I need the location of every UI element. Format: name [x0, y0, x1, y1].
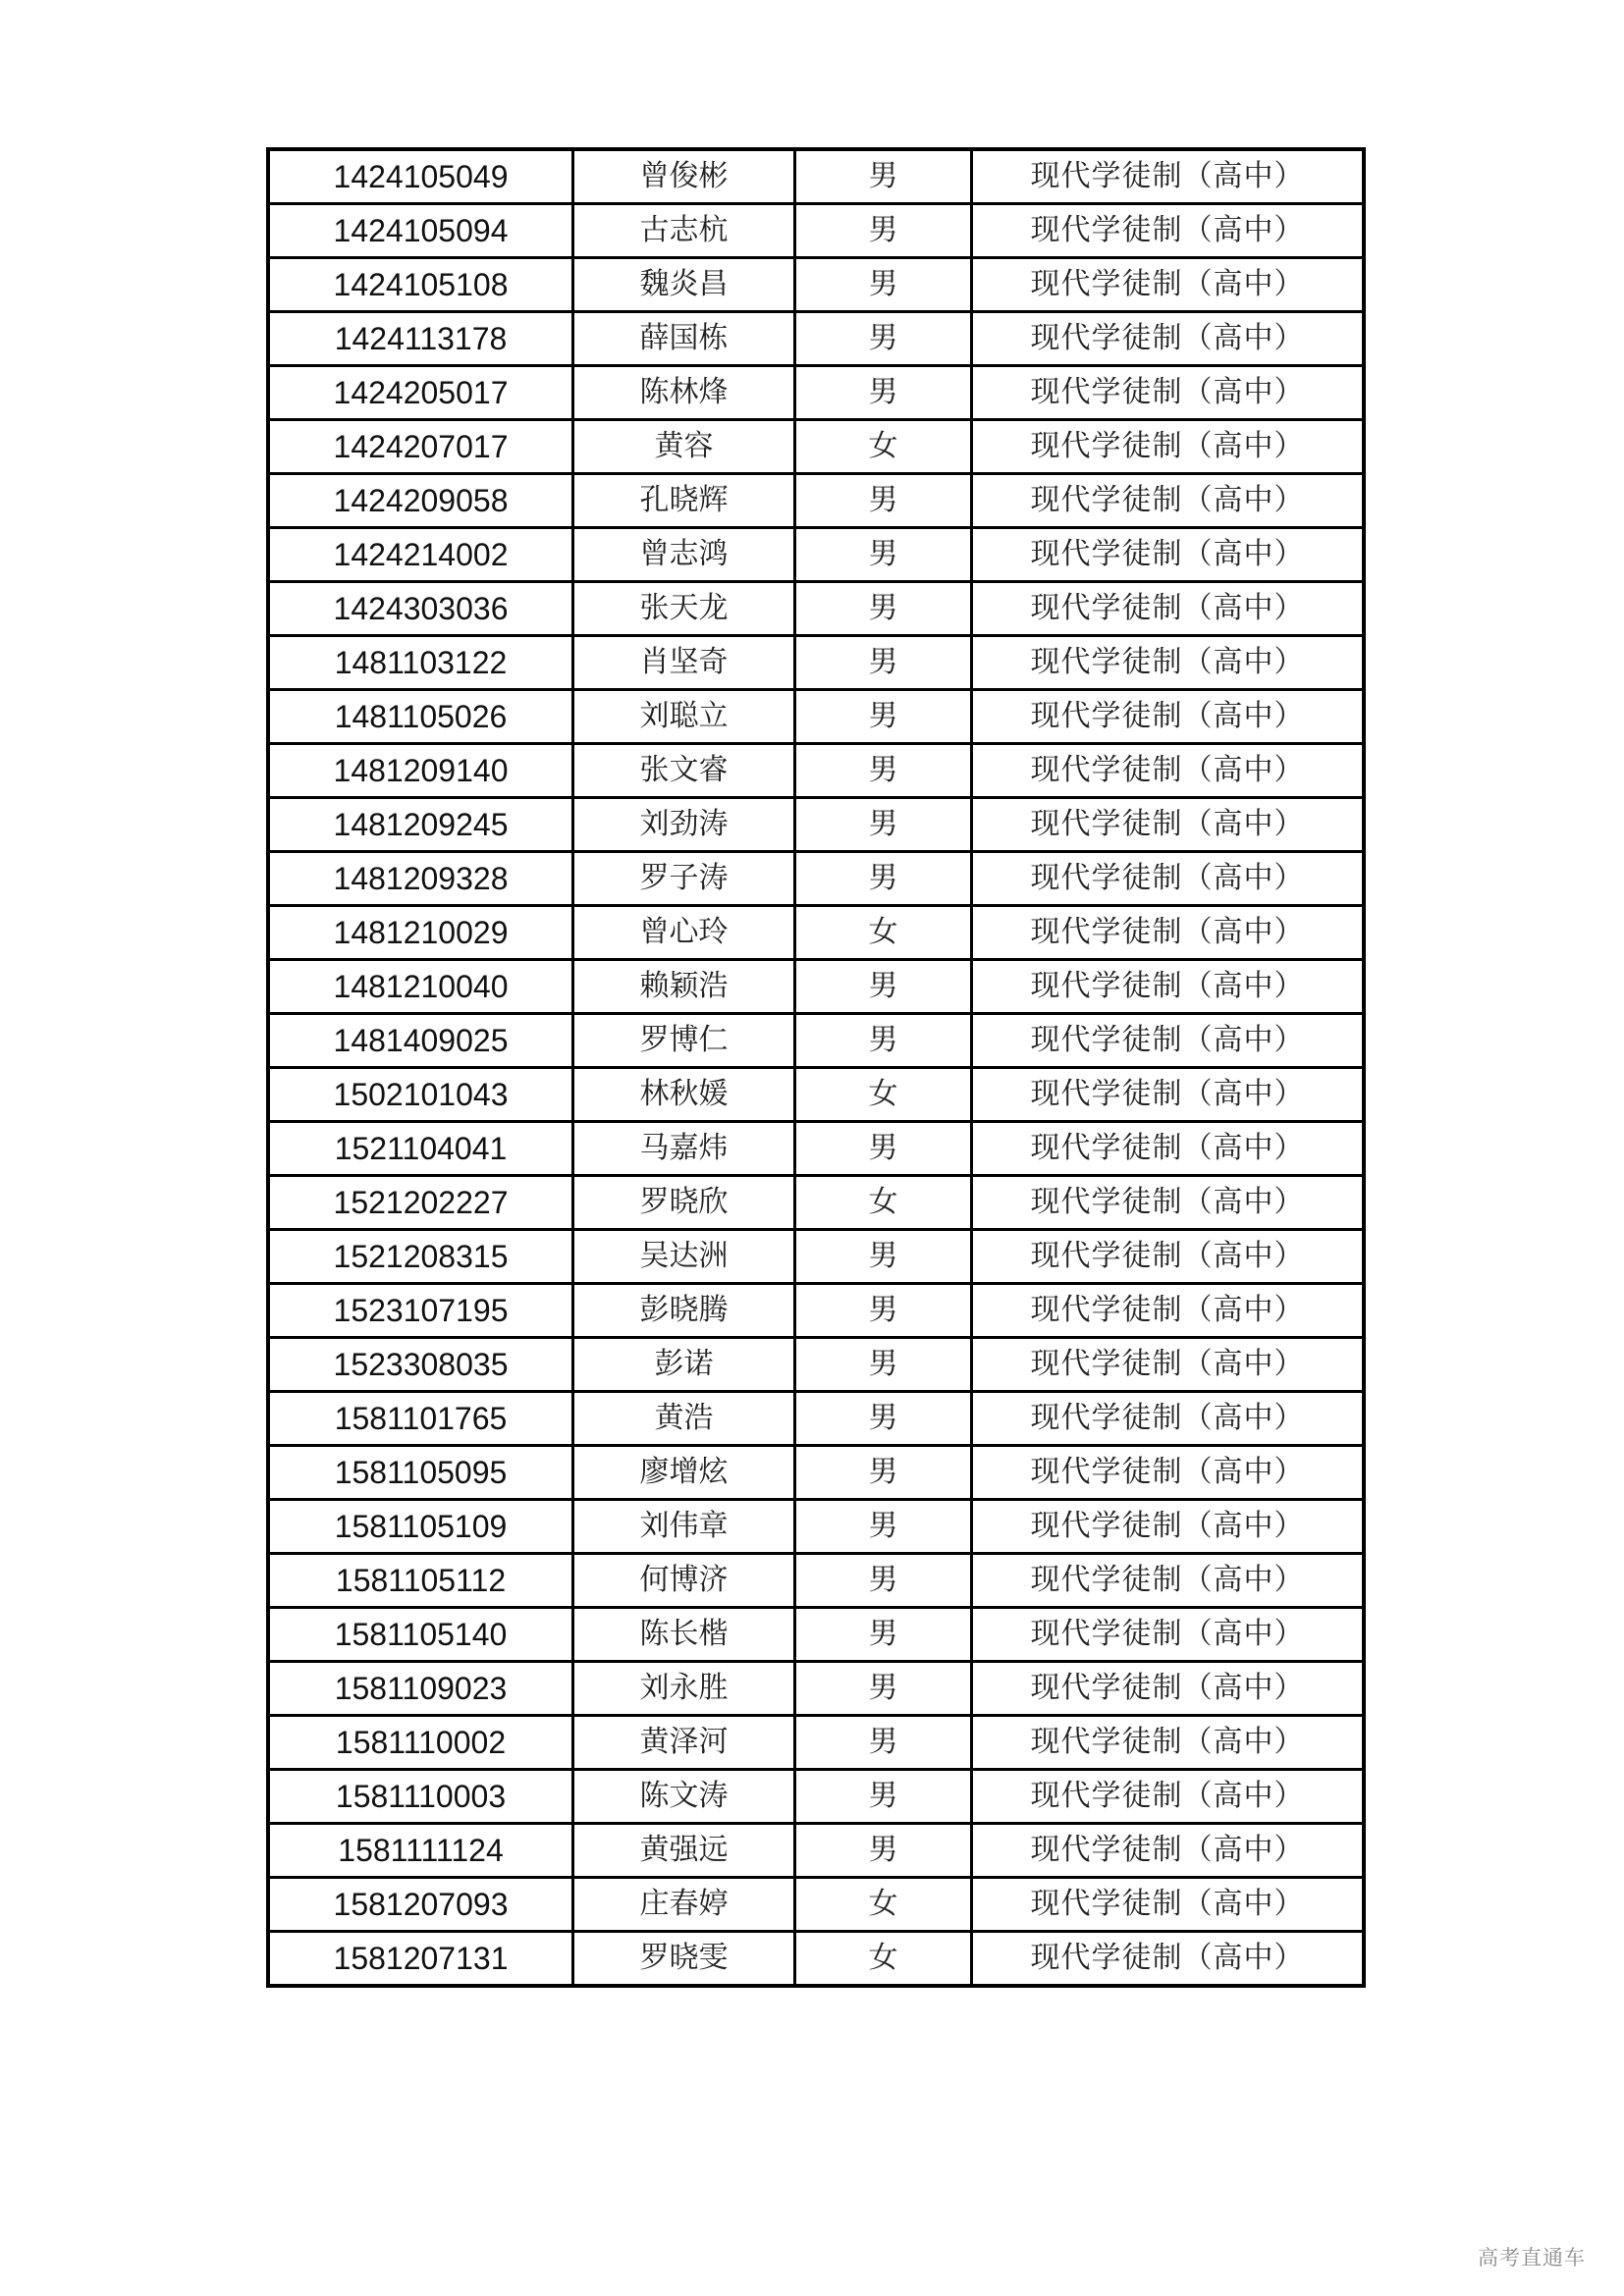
student-id-cell: 1481209245: [268, 798, 573, 852]
table-row: [268, 312, 1364, 366]
table-row: [268, 1554, 1364, 1608]
gender-cell: 男: [795, 1500, 972, 1554]
program-cell: 现代学徒制（高中）: [972, 582, 1365, 636]
student-id-cell: 1481209328: [268, 852, 573, 906]
student-id-cell: 1481409025: [268, 1014, 573, 1068]
program-cell: 现代学徒制（高中）: [972, 1662, 1365, 1716]
program-cell: 现代学徒制（高中）: [972, 420, 1365, 474]
student-name-cell: 廖增炫: [573, 1446, 795, 1500]
student-id-cell: 1521202227: [268, 1176, 573, 1230]
gender-cell: 男: [795, 1392, 972, 1446]
table-row: [268, 1176, 1364, 1230]
student-id-cell: 1581105140: [268, 1608, 573, 1662]
student-id-cell: 1481209140: [268, 744, 573, 798]
student-name-cell: 马嘉炜: [573, 1122, 795, 1176]
table-row: [268, 960, 1364, 1014]
student-id-cell: 1424105094: [268, 204, 573, 258]
student-id-cell: 1521208315: [268, 1230, 573, 1284]
program-cell: 现代学徒制（高中）: [972, 258, 1365, 312]
student-id-cell: 1424205017: [268, 366, 573, 420]
gender-cell: 女: [795, 420, 972, 474]
table-row: [268, 1338, 1364, 1392]
student-id-cell: 1581105112: [268, 1554, 573, 1608]
gender-cell: 男: [795, 1716, 972, 1770]
table-row: [268, 1932, 1364, 1987]
program-cell: 现代学徒制（高中）: [972, 1392, 1365, 1446]
program-cell: 现代学徒制（高中）: [972, 312, 1365, 366]
table-row: [268, 1500, 1364, 1554]
table-body: [268, 149, 1364, 1986]
student-name-cell: 彭诺: [573, 1338, 795, 1392]
gender-cell: 女: [795, 1176, 972, 1230]
gender-cell: 男: [795, 1770, 972, 1824]
student-id-cell: 1581109023: [268, 1662, 573, 1716]
gender-cell: 男: [795, 474, 972, 528]
student-id-cell: 1581110003: [268, 1770, 573, 1824]
student-id-cell: 1481210040: [268, 960, 573, 1014]
table-row: [268, 1230, 1364, 1284]
gender-cell: 男: [795, 1338, 972, 1392]
student-id-cell: 1581105095: [268, 1446, 573, 1500]
program-cell: 现代学徒制（高中）: [972, 1608, 1365, 1662]
student-id-cell: 1424105108: [268, 258, 573, 312]
program-cell: 现代学徒制（高中）: [972, 1770, 1365, 1824]
table-row: [268, 582, 1364, 636]
student-name-cell: 孔晓辉: [573, 474, 795, 528]
gender-cell: 男: [795, 312, 972, 366]
gender-cell: 男: [795, 1662, 972, 1716]
student-name-cell: 刘永胜: [573, 1662, 795, 1716]
student-id-cell: 1424214002: [268, 528, 573, 582]
gender-cell: 男: [795, 258, 972, 312]
student-name-cell: 何博济: [573, 1554, 795, 1608]
student-name-cell: 刘聪立: [573, 690, 795, 744]
student-name-cell: 刘伟章: [573, 1500, 795, 1554]
program-cell: 现代学徒制（高中）: [972, 1932, 1365, 1987]
student-name-cell: 曾志鸿: [573, 528, 795, 582]
student-id-cell: 1581110002: [268, 1716, 573, 1770]
gender-cell: 男: [795, 1122, 972, 1176]
student-name-cell: 张文睿: [573, 744, 795, 798]
watermark: 高考直通车: [1478, 2246, 1586, 2269]
student-name-cell: 陈林烽: [573, 366, 795, 420]
program-cell: 现代学徒制（高中）: [972, 798, 1365, 852]
table-row: [268, 528, 1364, 582]
program-cell: 现代学徒制（高中）: [972, 852, 1365, 906]
program-cell: 现代学徒制（高中）: [972, 1824, 1365, 1878]
student-name-cell: 古志杭: [573, 204, 795, 258]
table-row: [268, 1878, 1364, 1932]
program-cell: 现代学徒制（高中）: [972, 1122, 1365, 1176]
student-id-cell: 1521104041: [268, 1122, 573, 1176]
table-row: [268, 798, 1364, 852]
gender-cell: 男: [795, 1230, 972, 1284]
student-name-cell: 陈长楷: [573, 1608, 795, 1662]
student-id-cell: 1424207017: [268, 420, 573, 474]
student-id-cell: 1424105049: [268, 149, 573, 204]
gender-cell: 男: [795, 690, 972, 744]
student-name-cell: 彭晓腾: [573, 1284, 795, 1338]
student-name-cell: 黄泽河: [573, 1716, 795, 1770]
table-row: [268, 636, 1364, 690]
student-name-cell: 庄春婷: [573, 1878, 795, 1932]
gender-cell: 男: [795, 636, 972, 690]
program-cell: 现代学徒制（高中）: [972, 1068, 1365, 1122]
student-name-cell: 曾俊彬: [573, 149, 795, 204]
student-name-cell: 肖坚奇: [573, 636, 795, 690]
student-id-cell: 1424303036: [268, 582, 573, 636]
student-id-cell: 1481105026: [268, 690, 573, 744]
student-name-cell: 赖颖浩: [573, 960, 795, 1014]
table-row: [268, 149, 1364, 204]
student-id-cell: 1581207093: [268, 1878, 573, 1932]
program-cell: 现代学徒制（高中）: [972, 1500, 1365, 1554]
table-row: [268, 1014, 1364, 1068]
gender-cell: 男: [795, 204, 972, 258]
gender-cell: 女: [795, 906, 972, 960]
student-id-cell: 1581101765: [268, 1392, 573, 1446]
table-row: [268, 1608, 1364, 1662]
table-row: [268, 690, 1364, 744]
program-cell: 现代学徒制（高中）: [972, 1716, 1365, 1770]
table-row: [268, 474, 1364, 528]
program-cell: 现代学徒制（高中）: [972, 1878, 1365, 1932]
program-cell: 现代学徒制（高中）: [972, 528, 1365, 582]
student-id-cell: 1481210029: [268, 906, 573, 960]
student-name-cell: 魏炎昌: [573, 258, 795, 312]
gender-cell: 男: [795, 1446, 972, 1500]
gender-cell: 男: [795, 744, 972, 798]
table-row: [268, 1392, 1364, 1446]
program-cell: 现代学徒制（高中）: [972, 204, 1365, 258]
table-row: [268, 420, 1364, 474]
program-cell: 现代学徒制（高中）: [972, 960, 1365, 1014]
student-name-cell: 陈文涛: [573, 1770, 795, 1824]
gender-cell: 男: [795, 582, 972, 636]
gender-cell: 男: [795, 1014, 972, 1068]
student-id-cell: 1424113178: [268, 312, 573, 366]
program-cell: 现代学徒制（高中）: [972, 1014, 1365, 1068]
student-name-cell: 罗晓欣: [573, 1176, 795, 1230]
student-name-cell: 罗子涛: [573, 852, 795, 906]
program-cell: 现代学徒制（高中）: [972, 1176, 1365, 1230]
table-row: [268, 204, 1364, 258]
gender-cell: 男: [795, 366, 972, 420]
table-row: [268, 1446, 1364, 1500]
program-cell: 现代学徒制（高中）: [972, 636, 1365, 690]
student-list-table: [266, 147, 1366, 1988]
program-cell: 现代学徒制（高中）: [972, 1446, 1365, 1500]
program-cell: 现代学徒制（高中）: [972, 1284, 1365, 1338]
student-id-cell: 1481103122: [268, 636, 573, 690]
table-row: [268, 1770, 1364, 1824]
table-row: [268, 1122, 1364, 1176]
table-row: [268, 1068, 1364, 1122]
table-row: [268, 906, 1364, 960]
gender-cell: 女: [795, 1068, 972, 1122]
table-row: [268, 258, 1364, 312]
gender-cell: 男: [795, 528, 972, 582]
table-row: [268, 1824, 1364, 1878]
table-row: [268, 852, 1364, 906]
program-cell: 现代学徒制（高中）: [972, 744, 1365, 798]
student-id-cell: 1523308035: [268, 1338, 573, 1392]
student-id-cell: 1581105109: [268, 1500, 573, 1554]
table-row: [268, 1662, 1364, 1716]
student-name-cell: 罗博仁: [573, 1014, 795, 1068]
program-cell: 现代学徒制（高中）: [972, 474, 1365, 528]
table-row: [268, 366, 1364, 420]
program-cell: 现代学徒制（高中）: [972, 906, 1365, 960]
gender-cell: 男: [795, 1608, 972, 1662]
student-id-cell: 1502101043: [268, 1068, 573, 1122]
student-name-cell: 薛国栋: [573, 312, 795, 366]
program-cell: 现代学徒制（高中）: [972, 690, 1365, 744]
student-name-cell: 林秋媛: [573, 1068, 795, 1122]
gender-cell: 男: [795, 798, 972, 852]
table-row: [268, 744, 1364, 798]
table-row: [268, 1716, 1364, 1770]
gender-cell: 女: [795, 1932, 972, 1987]
program-cell: 现代学徒制（高中）: [972, 366, 1365, 420]
gender-cell: 男: [795, 960, 972, 1014]
gender-cell: 男: [795, 1824, 972, 1878]
gender-cell: 男: [795, 1554, 972, 1608]
student-name-cell: 罗晓雯: [573, 1932, 795, 1987]
program-cell: 现代学徒制（高中）: [972, 149, 1365, 204]
student-id-cell: 1523107195: [268, 1284, 573, 1338]
student-name-cell: 黄强远: [573, 1824, 795, 1878]
program-cell: 现代学徒制（高中）: [972, 1230, 1365, 1284]
program-cell: 现代学徒制（高中）: [972, 1338, 1365, 1392]
student-name-cell: 黄浩: [573, 1392, 795, 1446]
student-name-cell: 黄容: [573, 420, 795, 474]
student-id-cell: 1424209058: [268, 474, 573, 528]
student-id-cell: 1581207131: [268, 1932, 573, 1987]
table-row: [268, 1284, 1364, 1338]
student-name-cell: 曾心玲: [573, 906, 795, 960]
gender-cell: 男: [795, 852, 972, 906]
gender-cell: 男: [795, 149, 972, 204]
student-name-cell: 吴达洲: [573, 1230, 795, 1284]
student-id-cell: 1581111124: [268, 1824, 573, 1878]
gender-cell: 女: [795, 1878, 972, 1932]
student-name-cell: 张天龙: [573, 582, 795, 636]
program-cell: 现代学徒制（高中）: [972, 1554, 1365, 1608]
student-name-cell: 刘劲涛: [573, 798, 795, 852]
gender-cell: 男: [795, 1284, 972, 1338]
